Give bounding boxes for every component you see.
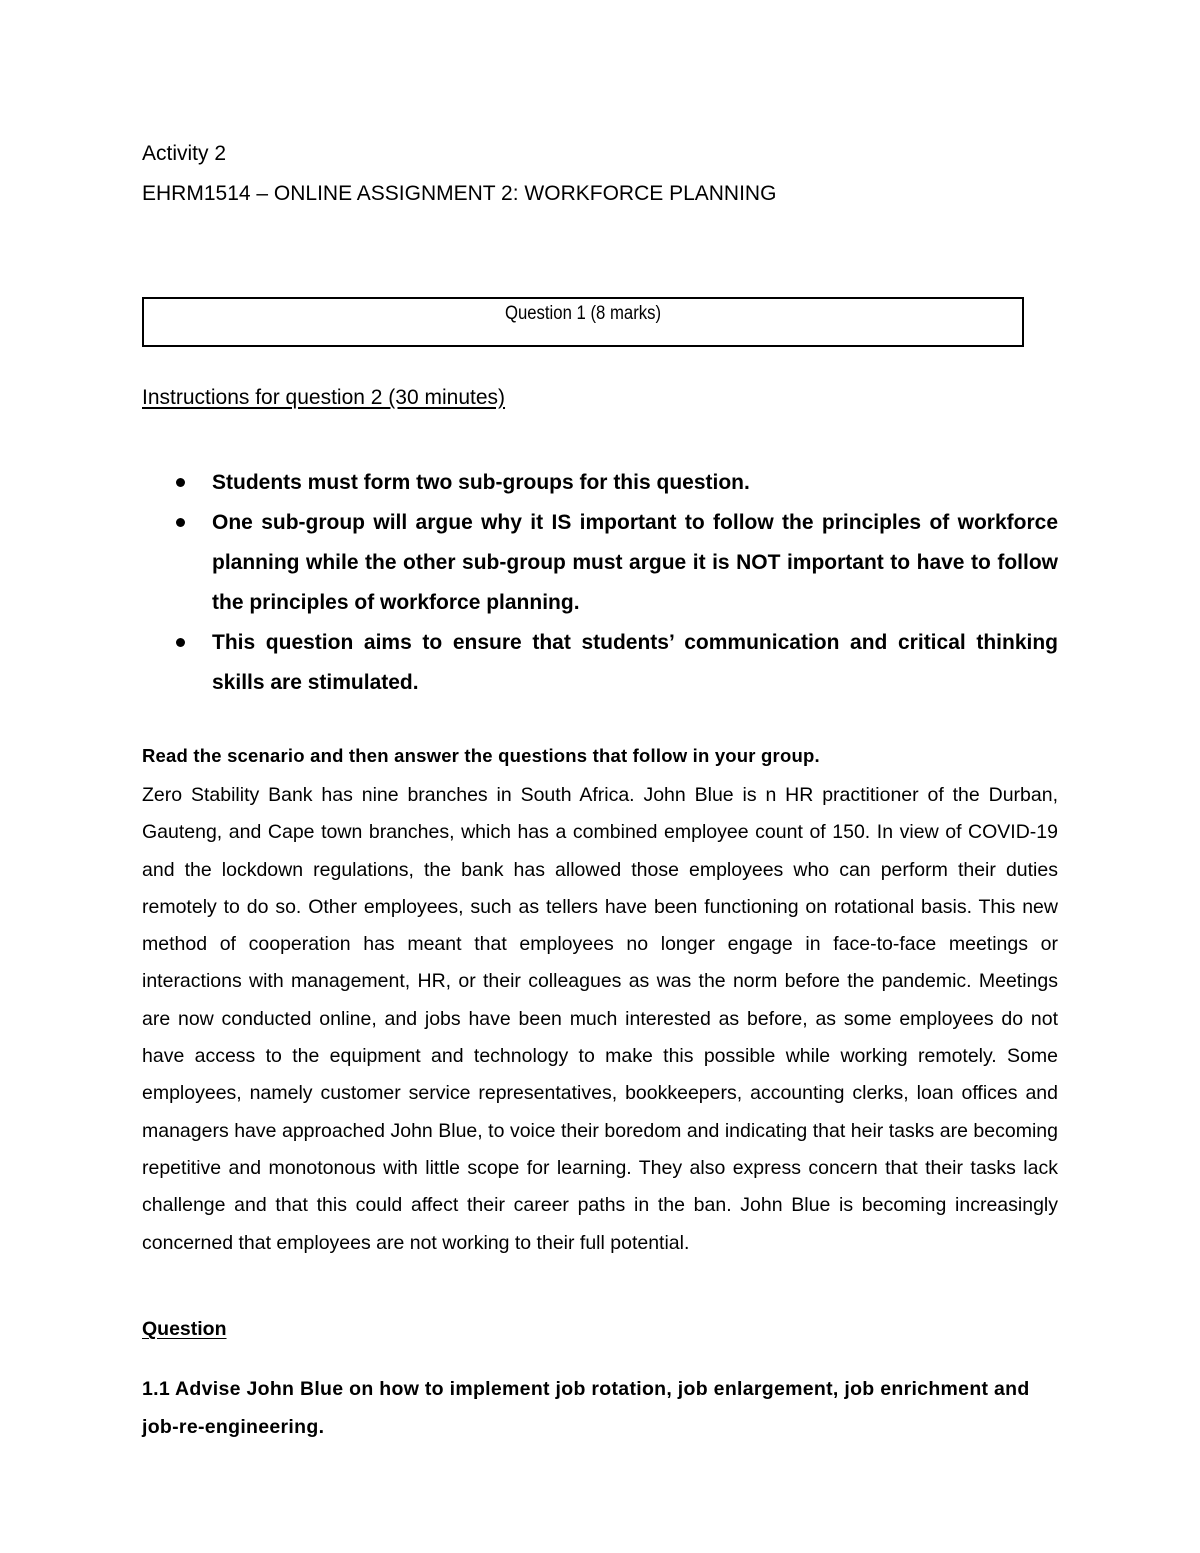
instructions-heading: Instructions for question 2 (30 minutes): [142, 386, 506, 409]
instruction-text: This question aims to ensure that students’ communication and critical thinking skills are stimulated.: [212, 631, 1058, 694]
question-box-label: Question 1 (8 marks): [504, 303, 662, 324]
activity-label: Activity 2: [142, 142, 227, 165]
instruction-text: Students must form two sub-groups for this question.: [212, 471, 750, 494]
bullet-icon: [176, 518, 185, 527]
instruction-item: [142, 503, 1058, 623]
instruction-text: One sub-group will argue why it IS important to follow the principles of workforce planning while the other sub-group must argue it is NOT important to have to follow the principles of workforce planning.: [212, 511, 1058, 614]
question-item: 1.1 Advise John Blue on how to implement job rotation, job enlargement, job enrichment and job-re-engineering.: [142, 1378, 1030, 1438]
scenario-body: Zero Stability Bank has nine branches in South Africa. John Blue is n HR practitioner of the Durban, Gauteng, and Cape town branches, which has a combined employee count of 150. In view of COVID-19 and the lockdown regulations, the bank has allowed those employees who can perform their duties remotely to do so. Other employees, such as tellers have been functioning on rotational basis. This new method of cooperation has meant that employees no longer engage in face-to-face meetings or interactions with management, HR, or their colleagues as was the norm before the pandemic. Meetings are now conducted online, and jobs have been much interested as before, as some employees do not have access to the equipment and technology to make this possible while working remotely. Some employees, namely customer service representatives, bookkeepers, accounting clerks, loan offices and managers have approached John Blue, to voice their boredom and indicating that heir tasks are becoming repetitive and monotonous with little scope for learning. They also express concern that their tasks lack challenge and that this could affect their career paths in the ban. John Blue is becoming increasingly concerned that employees are not working to their full potential.: [142, 784, 1058, 1254]
question-box: [142, 297, 1024, 347]
assignment-title: EHRM1514 – ONLINE ASSIGNMENT 2: WORKFORCE PLANNING: [142, 182, 777, 205]
scenario-heading: Read the scenario and then answer the questions that follow in your group.: [142, 745, 820, 766]
instruction-item: [142, 623, 1058, 703]
bullet-icon: [176, 638, 185, 647]
bullet-icon: [176, 478, 185, 487]
question-heading: Question: [142, 1318, 227, 1340]
instructions-list: [142, 463, 1058, 703]
instruction-item: [142, 463, 1058, 503]
